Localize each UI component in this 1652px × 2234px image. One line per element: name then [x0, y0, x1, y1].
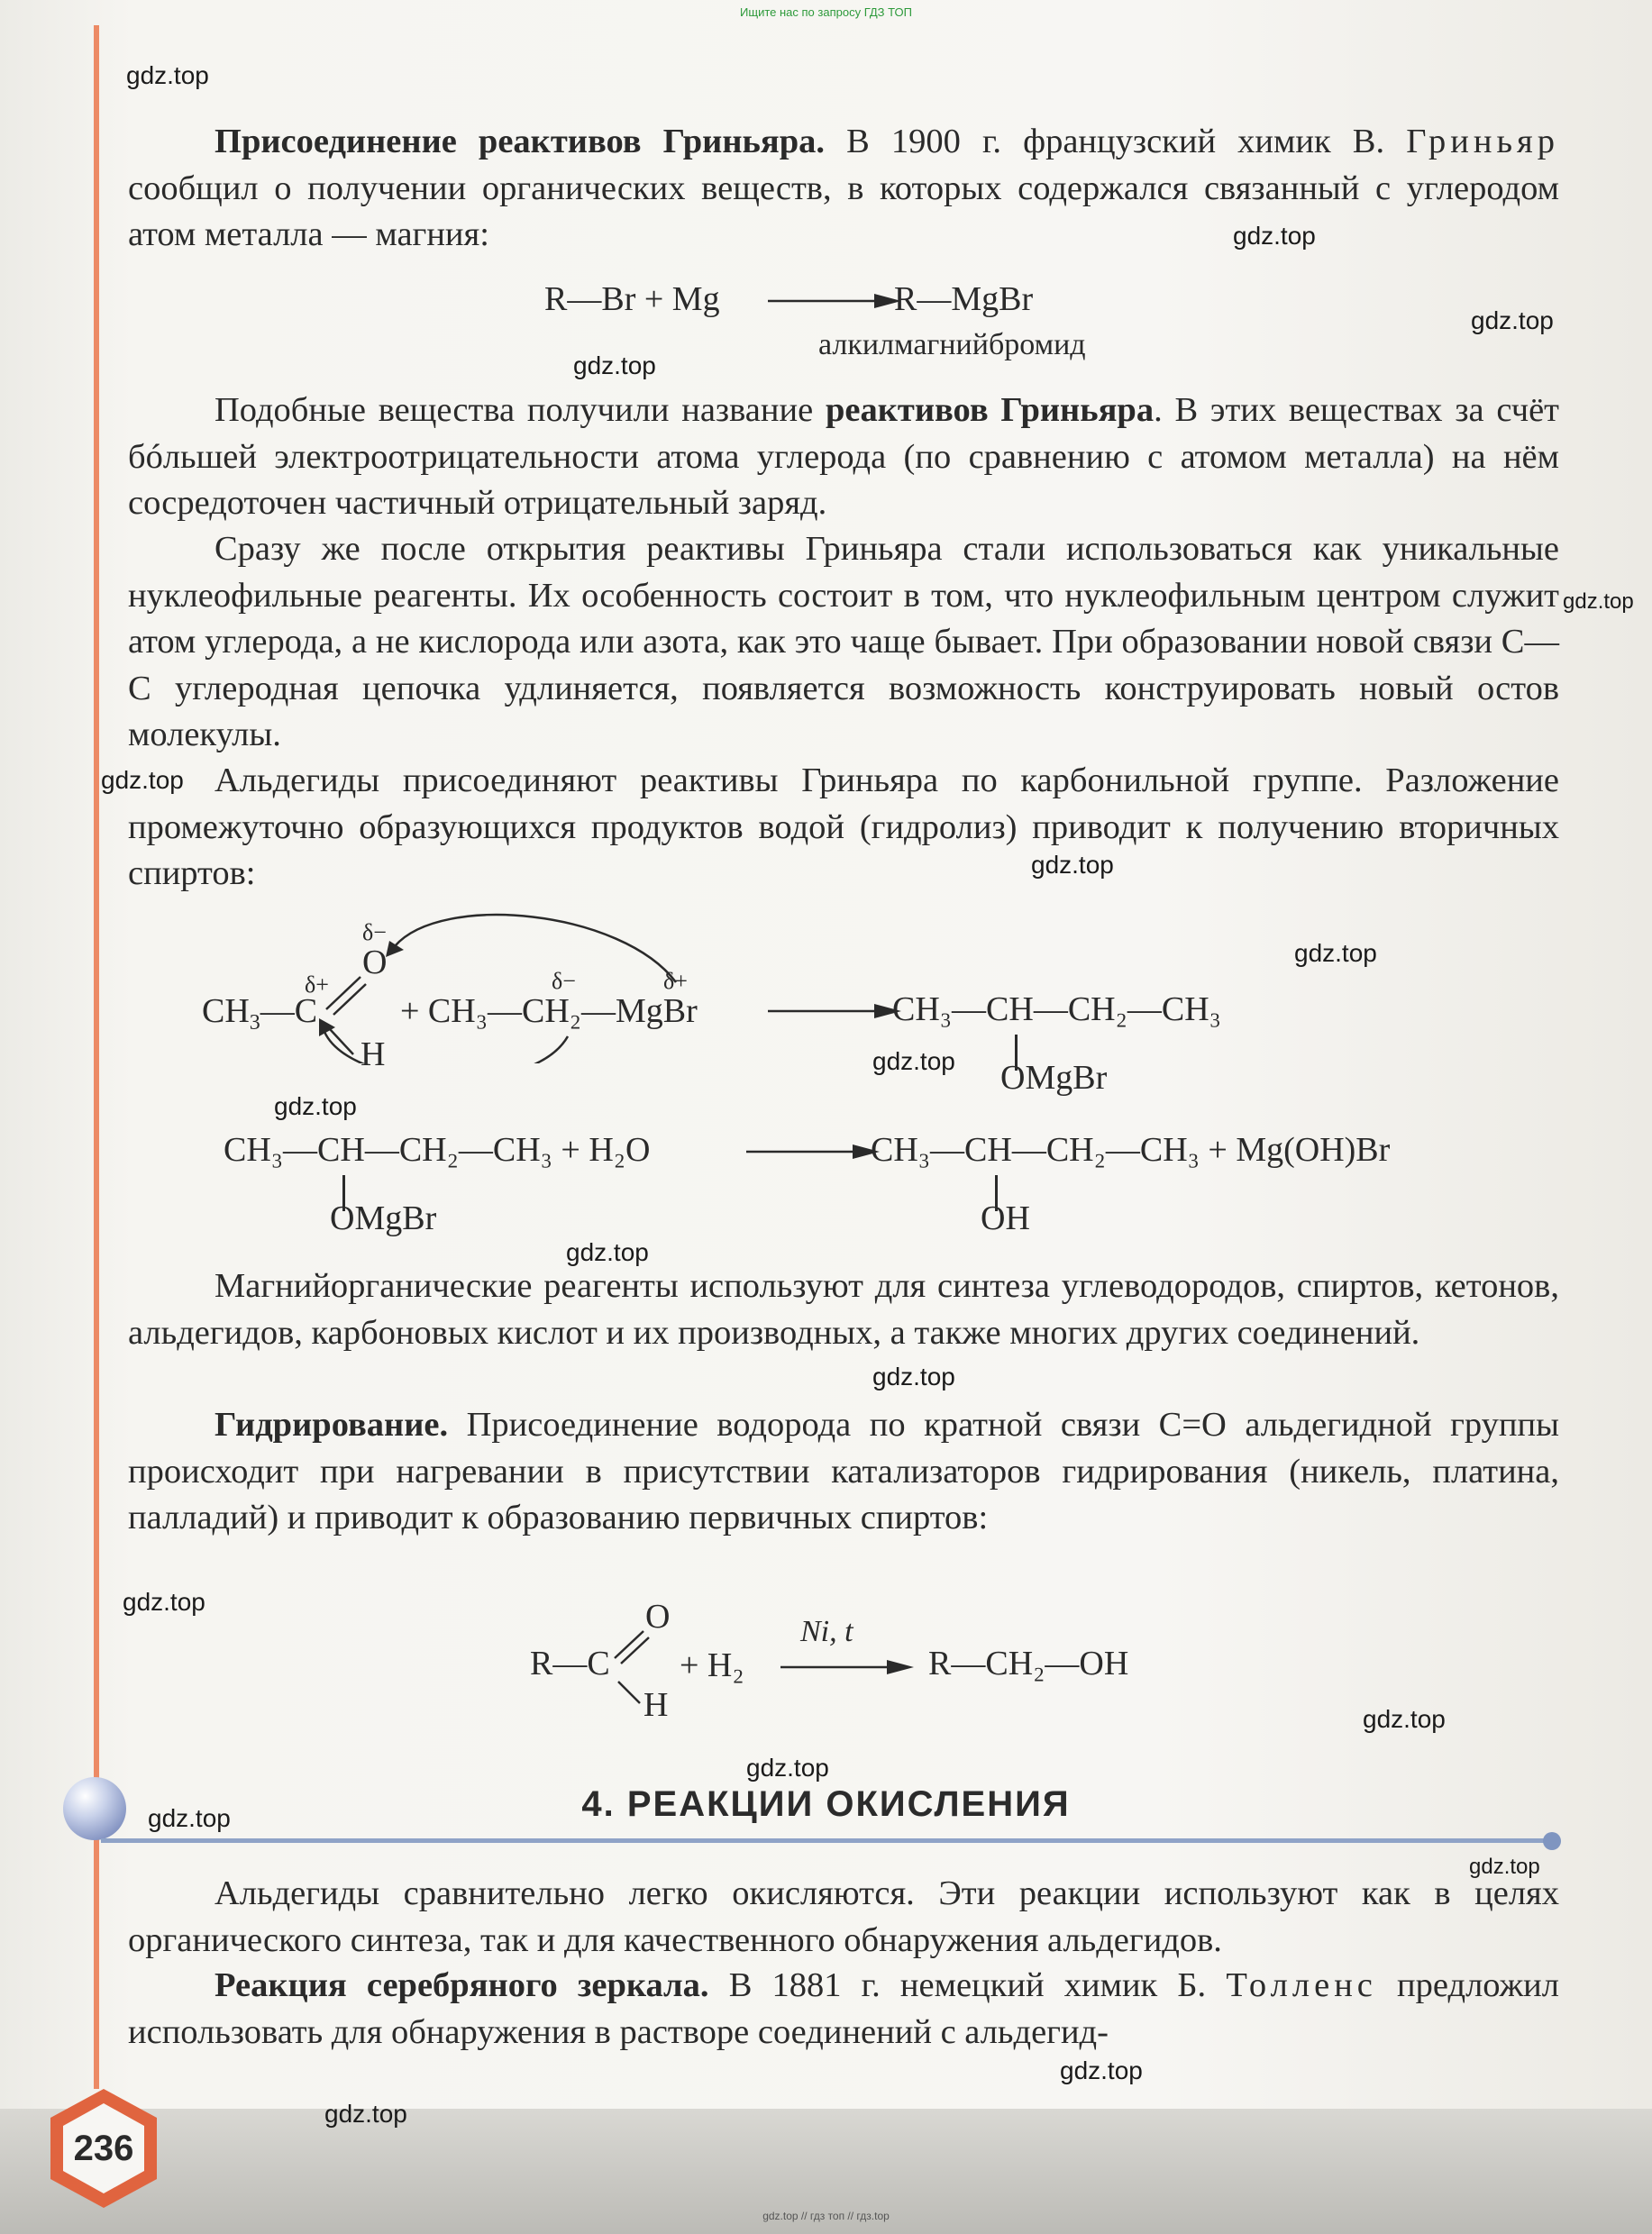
- partial-charge: δ−: [552, 968, 576, 994]
- paragraph-hydrogenation: Гидрирование. Присоединение водорода по кратной связи C=O альдегидной группы происходит при нагревании в присутствии катализаторов гидрирования (никель, платина, палладий) и приводит к образованию первичных спиртов:: [128, 1406, 1559, 1536]
- double-bond: [609, 1626, 654, 1665]
- partial-charge: δ+: [663, 968, 688, 994]
- paragraph-nucleophile: Сразу же после открытия реактивы Гриньяра стали использоваться как уникальные нуклеофильные реагенты. Их особенность состоит в том, что нуклеофильным центром служит атом углерода, а не кислорода или азота, как это чаще бывает. При образовании новой связи C—C углеродная цепочка удлиняется, появляется возможность конструировать новый остов молекулы.: [128, 530, 1559, 753]
- watermark: gdz.top: [126, 61, 209, 89]
- watermark: gdz.top: [1294, 939, 1377, 967]
- hydrolysis-lhs-substituent: OMgBr: [330, 1199, 437, 1237]
- equation-rhs: R—MgBr: [894, 280, 1034, 318]
- watermark: gdz.top: [123, 1588, 205, 1616]
- watermark: gdz.top: [1233, 222, 1316, 250]
- watermark: gdz.top: [573, 351, 656, 379]
- aldehyde-r-group: R—C: [530, 1645, 610, 1682]
- paragraph-aldehydes: Альдегиды присоединяют реактивы Гриньяра по карбонильной группе. Разложение промежуточно образующихся продуктов водой (гидролиз) приводит к получению вторичных спиртов:: [128, 761, 1559, 892]
- partial-charge: δ−: [362, 919, 387, 945]
- partial-charge: δ+: [305, 971, 329, 998]
- section-divider: [101, 1838, 1554, 1843]
- product-label: алкилмагнийбромид: [818, 328, 1086, 361]
- paragraph-magnesium-reagents: Магнийорганические реагенты используют для синтеза углеводородов, спиртов, кетонов, альдегидов, карбоновых кислот и их производных, а также многих других соединений.: [128, 1267, 1559, 1352]
- aldehyde-hydrogen: H: [361, 1035, 386, 1073]
- person-name: Гриньяр: [1406, 123, 1559, 160]
- hydrolysis-lhs: CH₃—CH—CH₂—CH₃ + H₂O: [224, 1131, 651, 1169]
- watermark: gdz.top: [1060, 2056, 1143, 2084]
- hydrolysis-rhs: CH₃—CH—CH₂—CH₃ + Mg(OH)Br: [871, 1131, 1391, 1169]
- paragraph-title: Присоединение реактивов Гриньяра.: [214, 123, 825, 160]
- carbonyl-oxygen: O: [645, 1598, 671, 1636]
- paragraph-grignard-intro: Присоединение реактивов Гриньяра. В 1900 г. французский химик В. Гриньяр сообщил о получении органических веществ, в которых содержался связанный с углеродом атом металла — магния:: [128, 123, 1559, 253]
- watermark: gdz.top: [101, 766, 184, 794]
- hydrolysis-rhs-substituent: OH: [981, 1199, 1030, 1237]
- reaction-conditions: Ni, t: [800, 1615, 853, 1648]
- reaction-arrow: [768, 285, 903, 317]
- section-title: 4. РЕАКЦИИ ОКИСЛЕНИЯ: [581, 1784, 1071, 1824]
- paragraph-grignard-name: Подобные вещества получили название реактивов Гриньяра. В этих веществах за счёт бóльшей электроотрицательности атома углерода (по сравнению с атомом металла) на нём сосредоточен частичный отрицательный заряд.: [128, 391, 1559, 522]
- watermark: gdz.top: [324, 2100, 407, 2128]
- page-number: 236: [73, 2128, 134, 2168]
- footer-note: gdz.top // гдз топ // гдз.top: [762, 2210, 890, 2222]
- watermark: gdz.top: [1363, 1705, 1446, 1733]
- watermark: gdz.top: [872, 1047, 955, 1075]
- single-bond: [615, 1678, 647, 1707]
- paragraph-title: Гидрирование.: [214, 1406, 449, 1444]
- person-name: Толленс: [1226, 1966, 1377, 2004]
- bold-term: реактивов Гриньяра: [825, 391, 1155, 429]
- paragraph-oxidation: Альдегиды сравнительно легко окисляются. Эти реакции используют как в целях органического синтеза, так и для качественного обнаружения альдегидов.: [128, 1874, 1559, 1959]
- watermark: gdz.top: [872, 1363, 955, 1391]
- watermark: gdz.top: [1031, 851, 1114, 879]
- grignard-reagent: + CH₃—CH₂—MgBr: [400, 992, 698, 1030]
- reaction-arrow: [768, 995, 903, 1027]
- primary-alcohol: R—CH₂—OH: [928, 1645, 1129, 1682]
- page-number-badge: [45, 2085, 162, 2211]
- watermark: gdz.top: [566, 1238, 649, 1266]
- reaction-arrow: [746, 1135, 881, 1168]
- paragraph-title: Реакция серебряного зеркала.: [214, 1966, 709, 2004]
- methyl-group: $CH_3—C$: [202, 992, 318, 1035]
- watermark: gdz.top: [1563, 589, 1634, 614]
- divider-end-dot: [1543, 1832, 1561, 1850]
- single-bond: [326, 1026, 362, 1058]
- paragraph-silver-mirror: Реакция серебряного зеркала. В 1881 г. немецкий химик Б. Толленс предложил использовать для обнаружения в растворе соединений с альдегид-: [128, 1966, 1559, 2051]
- watermark: gdz.top: [1471, 306, 1554, 334]
- reaction-arrow: [780, 1651, 916, 1683]
- watermark: gdz.top: [274, 1092, 357, 1120]
- watermark: gdz.top: [1469, 1855, 1540, 1879]
- watermark: gdz.top: [148, 1804, 231, 1832]
- intermediate-product: CH₃—CH—CH₂—CH₃: [892, 990, 1221, 1028]
- watermark: gdz.top: [746, 1754, 829, 1782]
- aldehyde-hydrogen: H: [643, 1686, 669, 1724]
- hydrogen-reagent: + H₂: [680, 1646, 744, 1684]
- intermediate-substituent: OMgBr: [1000, 1059, 1108, 1097]
- header-note: Ищите нас по запросу ГДЗ ТОП: [740, 5, 912, 19]
- equation-lhs: R—Br + Mg: [544, 280, 720, 318]
- carbonyl-oxygen: O: [362, 944, 388, 981]
